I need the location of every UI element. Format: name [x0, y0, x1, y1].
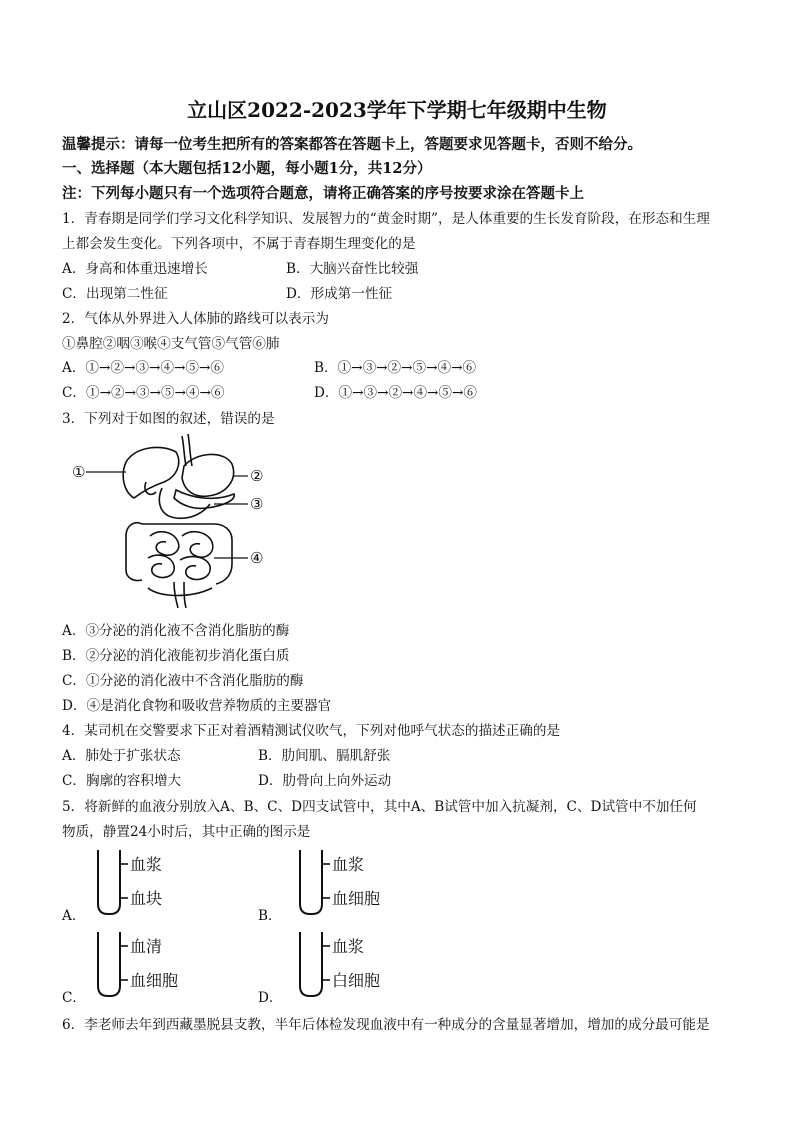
page-title: 立山区2022-2023学年下学期七年级期中生物 [187, 98, 607, 122]
figure-label-2: ② [250, 467, 264, 485]
q3-option-b: B．②分泌的消化液能初步消化蛋白质 [62, 648, 290, 664]
figure-label-4: ④ [250, 549, 264, 567]
tube-b-top-label: 血浆 [332, 855, 365, 874]
q3-stem: 3．下列对于如图的叙述，错误的是 [62, 411, 275, 427]
q3-option-d: D．④是消化食物和吸收营养物质的主要器官 [62, 698, 332, 714]
q1-option-a: A．身高和体重迅速增长 [62, 261, 208, 277]
q4-option-d: D．肋骨向上向外运动 [258, 773, 392, 789]
q5-stem-line1: 5．将新鲜的血液分别放入A、B、C、D四支试管中，其中A、B试管中加入抗凝剂，C、D试管中不加任何 [62, 799, 697, 815]
notice: 温馨提示：请每一位考生把所有的答案都答在答题卡上，答题要求见答题卡，否则不给分。 [62, 136, 642, 153]
q2-option-a: A．①→②→③→④→⑤→⑥ [62, 360, 224, 376]
test-tube-b [294, 846, 394, 918]
digestive-system-figure [64, 432, 274, 612]
q2-stem: 2．气体从外界进入人体肺的路线可以表示为 [62, 311, 329, 327]
q1-stem-line1: 1．青春期是同学们学习文化科学知识、发展智力的“黄金时期”，是人体重要的生长发育阶段，在形态和生理 [62, 211, 710, 227]
figure-label-3: ③ [250, 495, 264, 513]
tube-a-bottom-label: 血块 [130, 889, 163, 908]
q5-option-b-label: B． [258, 908, 282, 924]
q5-stem-line2: 物质，静置24小时后，其中正确的图示是 [62, 824, 311, 840]
q5-option-c-label: C． [62, 990, 86, 1006]
figure-label-1: ① [72, 463, 86, 481]
section-note: 注：下列每小题只有一个选项符合题意，请将正确答案的序号按要求涂在答题卡上 [62, 185, 584, 202]
q2-option-c: C．①→②→③→⑤→④→⑥ [62, 385, 225, 401]
test-tube-a [92, 846, 182, 918]
q5-option-d-label: D． [258, 990, 283, 1006]
test-tube-d [294, 928, 394, 1000]
q1-option-c: C．出现第二性征 [62, 286, 168, 302]
q5-option-a-label: A． [62, 908, 86, 924]
test-tube-c [92, 928, 192, 1000]
q6-stem: 6．李老师去年到西藏墨脱县支教，半年后体检发现血液中有一种成分的含量显著增加，增加的成分最可能是 [62, 1017, 710, 1033]
tube-c-bottom-label: 血细胞 [130, 971, 179, 990]
section-heading: 一、选择题（本大题包括12小题，每小题1分，共12分） [62, 160, 432, 177]
tube-d-top-label: 血浆 [332, 937, 365, 956]
q4-option-b: B．肋间肌、膈肌舒张 [258, 748, 391, 764]
q4-option-c: C．胸廓的容积增大 [62, 773, 182, 789]
q2-option-d: D．①→③→②→④→⑤→⑥ [314, 385, 478, 401]
tube-a-top-label: 血浆 [130, 855, 163, 874]
q4-stem: 4．某司机在交警要求下正对着酒精测试仪吹气，下列对他呼气状态的描述正确的是 [62, 723, 561, 739]
q1-stem-line2: 上都会发生变化。下列各项中，不属于青春期生理变化的是 [62, 236, 416, 252]
q3-option-a: A．③分泌的消化液不含消化脂肪的酶 [62, 623, 290, 639]
q4-option-a: A．肺处于扩张状态 [62, 748, 181, 764]
tube-d-bottom-label: 白细胞 [332, 971, 381, 990]
q3-option-c: C．①分泌的消化液中不含消化脂肪的酶 [62, 673, 304, 689]
tube-b-bottom-label: 血细胞 [332, 889, 381, 908]
tube-c-top-label: 血清 [130, 937, 163, 956]
q1-option-d: D．形成第一性征 [286, 286, 393, 302]
q2-option-b: B．①→③→②→⑤→④→⑥ [314, 360, 477, 376]
q2-items: ①鼻腔②咽③喉④支气管⑤气管⑥肺 [62, 336, 280, 352]
q1-option-b: B．大脑兴奋性比较强 [286, 261, 419, 277]
